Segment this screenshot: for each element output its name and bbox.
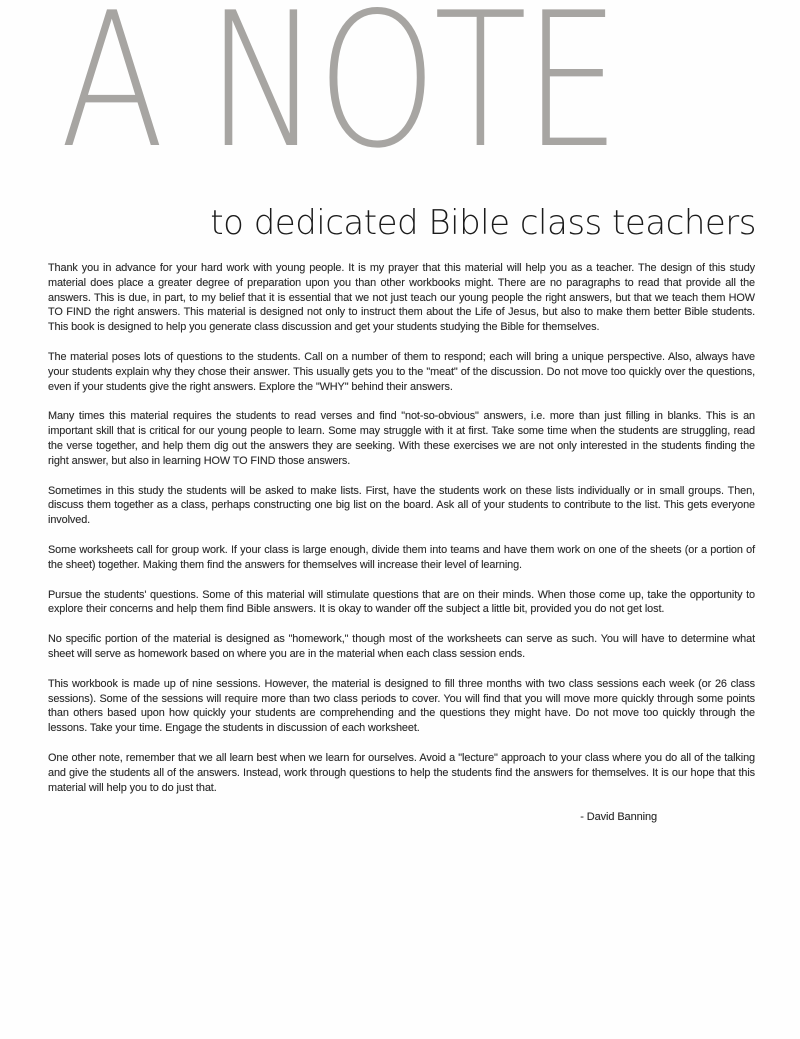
author-signature: - David Banning <box>580 811 657 824</box>
paragraph: Pursue the students' questions. Some of this material will stimulate questions that are on their minds. When those come up, take the opportunity to explore their concerns and help them find Bible answers. It is okay to wander off the subject a little bit, provided you do not get lost. <box>48 588 755 616</box>
paragraph: One other note, remember that we all learn best when we learn for ourselves. Avoid a "lecture" approach to your class where you do all of the talking and give the students all of the answers. Instead, work through questions to help the students find the answers for themselves. It is our hope that this material will help you to do just that. <box>48 751 755 794</box>
paragraph: Some worksheets call for group work. If your class is large enough, divide them into teams and have them work on one of the sheets (or a portion of the sheet) together. Making them find the answers for themselves will increase their level of learning. <box>48 543 755 571</box>
masthead <box>0 0 800 258</box>
body-text <box>48 261 755 825</box>
paragraph: The material poses lots of questions to the students. Call on a number of them to respond; each will bring a unique perspective. Also, always have your students explain why they chose their answer. This usually gets you to the "meat" of the discussion. Do not move too quickly over the questions, even if your students give the right answers. Explore the "WHY" behind their answers. <box>48 350 755 393</box>
paragraph: Thank you in advance for your hard work with young people. It is my prayer that this material will help you as a teacher. The design of this study material does place a greater degree of preparation upon you than other workbooks might. There are no paragraphs to read that provide all the answers. This is due, in part, to my belief that it is essential that we not just teach our young people the right answers, but that we teach them HOW TO FIND the right answers. This material is designed not only to instruct them about the Life of Jesus, but also to make them better Bible students. This book is designed to help you generate class discussion and get your students studying the Bible for themselves. <box>48 262 755 334</box>
paragraph: No specific portion of the material is designed as "homework," though most of the worksheets can serve as such. You will have to determine what sheet will serve as homework based on where you are in the material when each class session ends. <box>48 633 755 660</box>
paragraph: This workbook is made up of nine sessions. However, the material is designed to fill three months with two class sessions each week (or 26 class sessions). Some of the sessions will require more than two class periods to cover. You will find that you will move more quickly through some points than others based upon how quickly your students are comprehending and the questions they might have. Do not move too quickly through the lessons. Take your time. Engage the students in discussion of each worksheet. <box>48 677 755 735</box>
paragraph: Sometimes in this study the students will be asked to make lists. First, have the students work on these lists individually or in small groups. Then, discuss them together as a class, perhaps constructing one big list on the board. Ask all of your students to contribute to the list. This gets everyone involved. <box>48 484 755 527</box>
paragraph: Many times this material requires the students to read verses and find "not-so-obvious" answers, i.e. more than just filling in blanks. This is an important skill that is critical for our young people to learn. Some may struggle with it at first. Take some time when the students are struggling, read the verse together, and help them dig out the answers they are seeking. With these exercises we are not only interested in the students finding the right answer, but also in learning HOW TO FIND those answers. <box>48 410 755 467</box>
page-subtitle: to dedicated Bible class teachers <box>210 203 756 243</box>
page-title: A NOTE <box>60 0 617 189</box>
